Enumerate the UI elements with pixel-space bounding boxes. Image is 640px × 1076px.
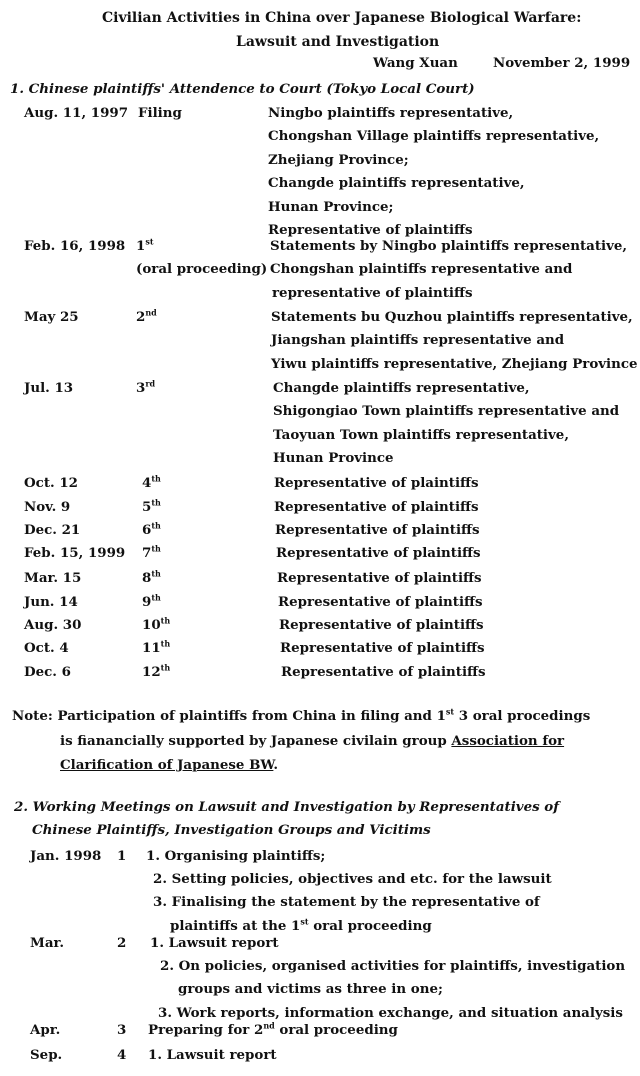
meeting-item: 2. Setting policies, objectives and etc. for the lawsuit (153, 871, 552, 888)
meeting-number: 3 (117, 1022, 127, 1038)
entry-date: Oct. 4 (24, 640, 69, 656)
entry-session: 5th (142, 497, 161, 515)
entry-session: 7th (142, 543, 161, 561)
entry-session: 11th (142, 638, 171, 656)
entry-detail: Representative of plaintiffs (281, 664, 486, 680)
meeting-item: 2. On policies, organised activities for plaintiffs, investigation (160, 958, 626, 975)
entry-session: 1st (136, 236, 154, 254)
entry-session: 2nd (136, 307, 157, 325)
meeting-item: 3. Work reports, information exchange, and situation analysis (158, 1004, 623, 1021)
date: November 2, 1999 (493, 55, 631, 71)
entry-detail: Taoyuan Town plaintiffs representative, (273, 426, 569, 443)
entry-date: Mar. 15 (24, 570, 82, 586)
meeting-item: 1. Lawsuit report (148, 1047, 277, 1063)
entry-detail: Chongshan Village plaintiffs representative, (268, 128, 600, 145)
meeting-item: plaintiffs at the 1st oral proceeding (170, 916, 432, 934)
entry-detail: Ningbo plaintiffs representative, (268, 105, 514, 121)
entry-detail: Shigongiao Town plaintiffs representative and (273, 403, 620, 420)
note-line-2: is fianancially supported by Japanese civilain group Association for (60, 733, 565, 749)
meeting-item: 1. Organising plaintiffs; (146, 848, 326, 864)
entry-detail: Representative of plaintiffs (275, 522, 480, 538)
entry-detail: Representative of plaintiffs (277, 570, 482, 586)
entry-date: Oct. 12 (24, 475, 78, 491)
title-line-2: Lawsuit and Investigation (236, 34, 440, 50)
entry-session: 3rd (136, 378, 156, 396)
section-2-heading-1: 2. Working Meetings on Lawsuit and Investigation by Representatives of (14, 799, 559, 815)
entry-detail: Yiwu plaintiffs representative, Zhejiang Province (271, 355, 638, 372)
entry-detail: Representative of plaintiffs (276, 545, 481, 561)
entry-date: Feb. 16, 1998 (24, 238, 126, 254)
meeting-number: 1 (117, 848, 127, 864)
entry-session: 10th (142, 615, 171, 633)
section-2-heading-2: Chinese Plaintiffs, Investigation Groups and Vicitims (32, 822, 431, 838)
entry-detail: Representative of plaintiffs (280, 640, 485, 656)
entry-session: Filing (138, 105, 182, 121)
section-1-heading: 1. Chinese plaintiffs' Attendence to Court (Tokyo Local Court) (10, 81, 475, 97)
meeting-date: Sep. (30, 1047, 63, 1063)
entry-session: 12th (142, 662, 171, 680)
entry-date: Nov. 9 (24, 499, 71, 515)
meeting-date: Jan. 1998 (30, 848, 102, 864)
entry-date: Jun. 14 (24, 594, 78, 610)
association-link: Association for (451, 733, 565, 749)
entry-detail: Representative of plaintiffs (278, 594, 483, 610)
entry-detail: Representative of plaintiffs (274, 499, 479, 515)
entry-detail: Representative of plaintiffs (279, 617, 484, 633)
entry-date: Feb. 15, 1999 (24, 545, 126, 561)
entry-session: 6th (142, 520, 161, 538)
meeting-item: 3. Finalising the statement by the representative of (153, 894, 540, 911)
entry-detail: Changde plaintiffs representative, (268, 175, 525, 192)
entry-detail: Changde plaintiffs representative, (273, 380, 530, 396)
entry-date: Dec. 6 (24, 664, 71, 680)
entry-date: Jul. 13 (24, 380, 74, 396)
title-line-1: Civilian Activities in China over Japanese Biological Warfare: (102, 10, 582, 26)
meeting-date: Mar. (30, 935, 64, 951)
entry-detail: Jiangshan plaintiffs representative and (271, 332, 565, 349)
entry-detail: Hunan Province (273, 450, 394, 467)
entry-session: 8th (142, 568, 161, 586)
entry-detail: Statements bu Quzhou plaintiffs representative, (271, 309, 633, 325)
entry-date: Aug. 30 (24, 617, 82, 633)
entry-detail: Representative of plaintiffs (268, 222, 473, 238)
entry-session: 4th (142, 473, 161, 491)
meeting-number: 2 (117, 935, 127, 951)
meeting-item: 1. Lawsuit report (150, 935, 279, 951)
note-line-1: Note: Participation of plaintiffs from China in filing and 1st 3 oral procedings (12, 706, 591, 724)
entry-detail: Chongshan plaintiffs representative and (270, 261, 573, 278)
entry-session: 9th (142, 592, 161, 610)
meeting-number: 4 (117, 1047, 127, 1063)
entry-detail: Zhejiang Province; (268, 151, 409, 168)
note-line-3: Clarification of Japanese BW. (60, 757, 279, 773)
meeting-date: Apr. (30, 1022, 61, 1038)
meeting-item: groups and victims as three in one; (178, 981, 443, 998)
association-link-cont: Clarification of Japanese BW (60, 757, 274, 773)
entry-date: May 25 (24, 309, 79, 325)
entry-detail: Representative of plaintiffs (274, 475, 479, 491)
author: Wang Xuan (373, 55, 458, 71)
entry-detail: Hunan Province; (268, 198, 394, 215)
entry-date: Aug. 11, 1997 (24, 105, 129, 121)
meeting-item: Preparing for 2nd oral proceeding (148, 1020, 398, 1038)
entry-detail: Statements by Ningbo plaintiffs representative, (270, 238, 628, 254)
entry-date: Dec. 21 (24, 522, 81, 538)
entry-detail: representative of plaintiffs (272, 284, 473, 301)
entry-session-note: (oral proceeding) (136, 261, 268, 278)
